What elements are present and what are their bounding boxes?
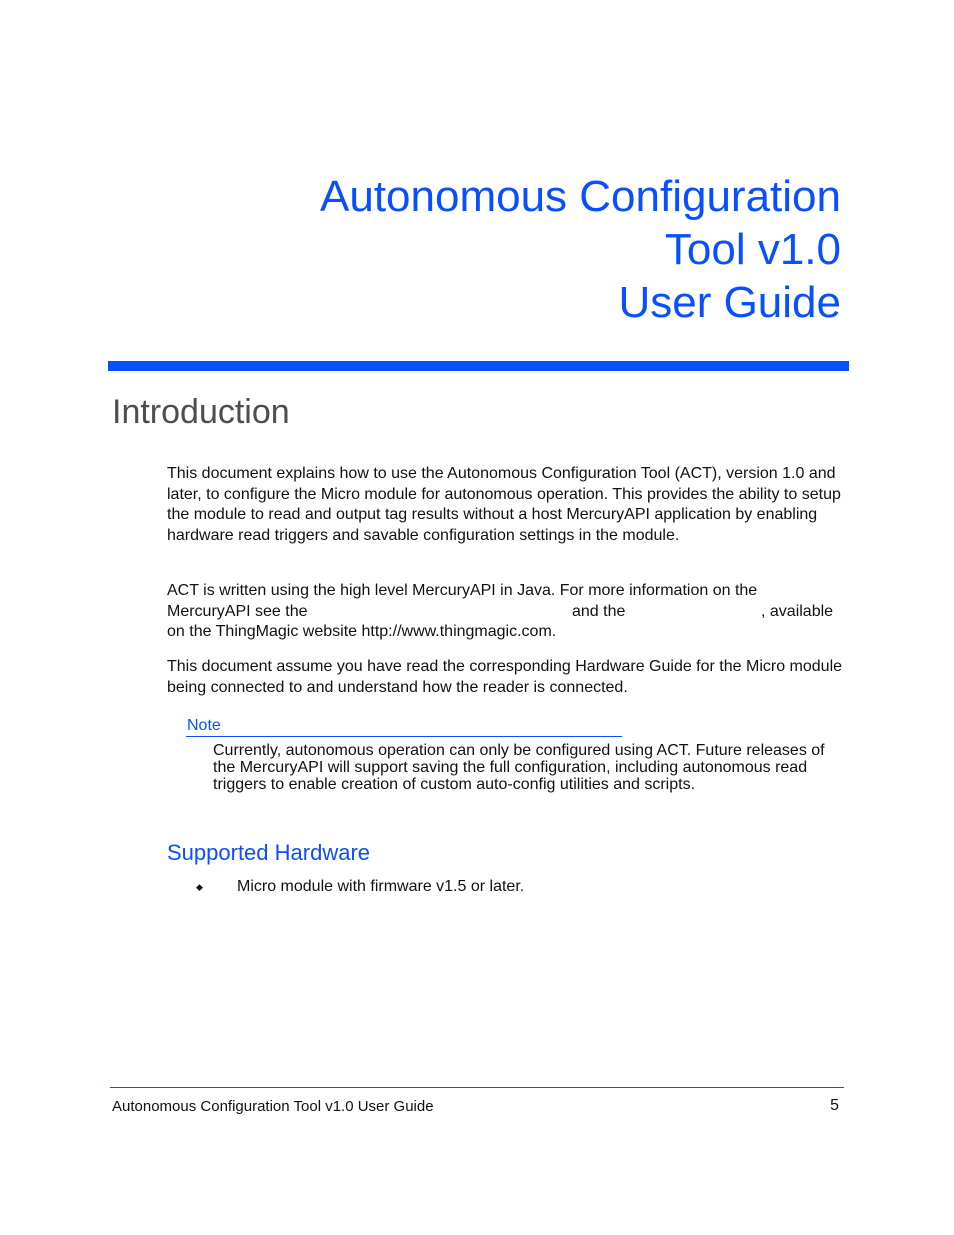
act-paragraph [167, 581, 847, 643]
assumption-paragraph: This document assume you have read the corresponding Hardware Guide for the Micro module being connected to and understand how the reader is connected. [167, 658, 843, 696]
note-divider [186, 736, 622, 737]
act-line-3: on the ThingMagic website http://www.thingmagic.com. [167, 623, 557, 640]
act-line-2-part-b: and the [572, 602, 626, 620]
section-heading-introduction: Introduction [112, 393, 290, 431]
supported-hardware-heading: Supported Hardware [167, 840, 371, 865]
footer-divider [110, 1087, 844, 1088]
act-line-2-part-c: , available [761, 602, 834, 620]
footer-title: Autonomous Configuration Tool v1.0 User Guide [112, 1098, 434, 1115]
diamond-bullet-icon: ◆ [196, 882, 203, 892]
title-line-1: Autonomous Configuration [320, 172, 841, 221]
title-line-3: User Guide [618, 278, 841, 327]
note-text: Currently, autonomous operation can only be configured using ACT. Future releases of the MercuryAPI will support saving the full configuration, including autonomous read triggers to enable creation of custom auto-config utilities and scripts. [213, 742, 825, 793]
act-line-2 [167, 602, 839, 623]
title-divider [108, 361, 849, 371]
act-line-2-part-a: MercuryAPI see the [167, 602, 308, 620]
intro-paragraph: This document explains how to use the Autonomous Configuration Tool (ACT), version 1.0 and later, to configure the Micro module for autonomous operation. This provides the ability to setup the module to read and output tag results without a host MercuryAPI application by enabling hardware read triggers and savable configuration settings in the module. [167, 465, 841, 544]
document-title [320, 170, 841, 329]
list-item-text: Micro module with firmware v1.5 or later. [237, 878, 525, 895]
note-label: Note [187, 717, 221, 734]
act-line-1: ACT is written using the high level MercuryAPI in Java. For more information on the [167, 582, 758, 599]
page-number: 5 [830, 1097, 839, 1114]
title-line-2: Tool v1.0 [664, 225, 841, 274]
